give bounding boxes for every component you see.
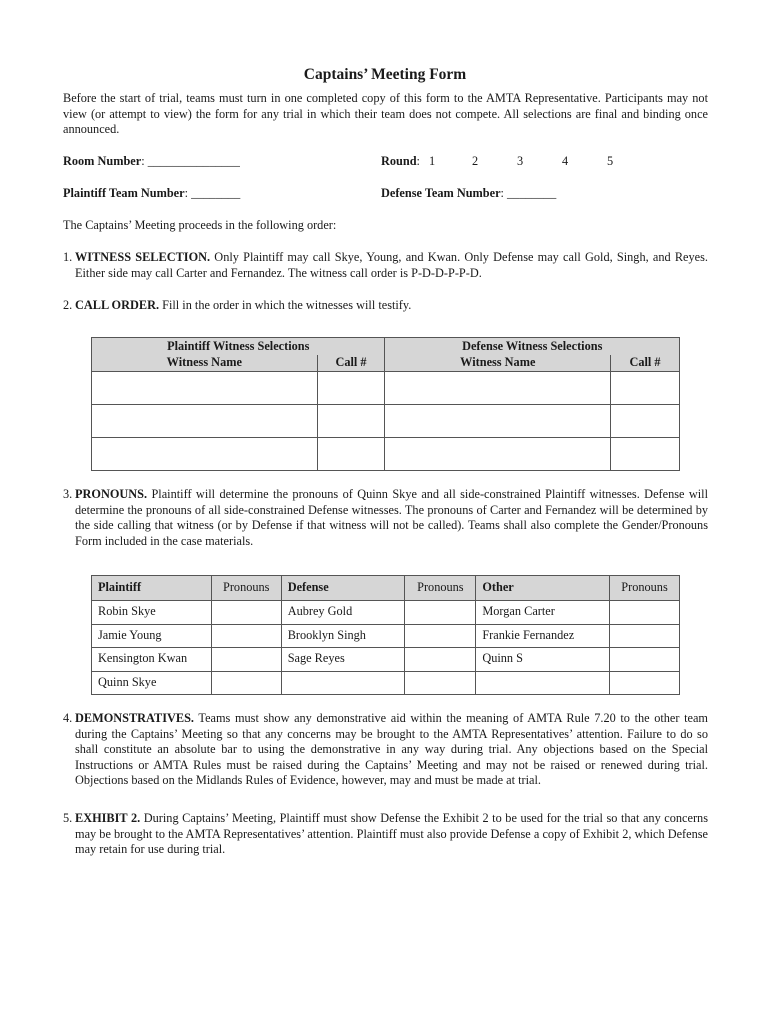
section-witness-selection — [63, 250, 708, 281]
section-text: Plaintiff will determine the pronouns of Quinn Skye and all side-constrained Plaintiff witnesses. Defense will determine the pronouns of all side-constrained Defense witnesses. The pronouns of Carter and Fernandez will be determined by the side calling that witness (or by Defense if that witness will not be called). Teams shall also complete the Gender/Pronouns Form included in the case materials. — [75, 487, 708, 548]
section-text: Teams must show any demonstrative aid within the meaning of AMTA Rule 7.20 to the other team during the Captains’ Meeting so that any concerns may be brought to the AMTA Representatives’ attention. Failure to do so shall constitute an absolute bar to using the demonstrative in any way during trial. Any objections based on the Special Instructions or AMTA Rules must be raised during the Captains’ Meeting and may not be raised or renewed during trial. Objections based on the Midlands Rules of Evidence, however, may and must be made at trial. — [75, 711, 708, 788]
pronouns-column-header: Pronouns — [405, 576, 476, 601]
defense-column-header: Defense — [281, 576, 405, 601]
section-text: During Captains’ Meeting, Plaintiff must show Defense the Exhibit 2 to be used for the trial so that any concerns may be brought to the AMTA Representatives’ attention. Plaintiff must also provide Defense a copy of Exhibit 2, which Defense may retain for use during trial. — [75, 811, 708, 857]
room-number-blank[interactable]: : _______________ — [141, 154, 240, 168]
pronoun-cell[interactable] — [405, 601, 476, 625]
plaintiff-call-cell[interactable] — [317, 405, 385, 438]
witness-name-cell: Aubrey Gold — [281, 601, 405, 625]
section-number: 2. — [63, 298, 73, 312]
table-row — [92, 648, 680, 672]
witness-name-cell: Sage Reyes — [281, 648, 405, 672]
witness-name-cell: Quinn Skye — [92, 671, 212, 695]
pronoun-cell[interactable] — [405, 648, 476, 672]
section-number: 4. — [63, 711, 73, 725]
room-number-field[interactable] — [63, 154, 240, 170]
pronoun-cell[interactable] — [211, 648, 281, 672]
witness-name-cell: Robin Skye — [92, 601, 212, 625]
defense-witness-cell[interactable] — [385, 405, 611, 438]
section-heading: WITNESS SELECTION. — [75, 250, 211, 264]
round-field: Round: — [381, 154, 420, 168]
section-heading: DEMONSTRATIVES. — [75, 711, 195, 725]
witness-name-cell — [476, 671, 610, 695]
section-number: 5. — [63, 811, 73, 825]
plaintiff-witness-cell[interactable] — [92, 372, 318, 405]
pronoun-cell[interactable] — [610, 601, 680, 625]
pronoun-cell[interactable] — [211, 624, 281, 648]
section-number: 3. — [63, 487, 73, 501]
room-number-label: Room Number — [63, 154, 142, 168]
round-label: Round — [381, 154, 417, 168]
witness-name-cell: Frankie Fernandez — [476, 624, 610, 648]
plaintiff-call-cell[interactable] — [317, 372, 385, 405]
plaintiff-witness-cell[interactable] — [92, 438, 318, 471]
defense-call-number-header: Call # — [611, 355, 680, 372]
pronoun-table — [91, 575, 680, 695]
round-option-2[interactable]: 2 — [472, 154, 479, 168]
plaintiff-team-field[interactable] — [63, 186, 240, 202]
call-order-table — [91, 337, 680, 471]
round-option-5[interactable]: 5 — [607, 154, 614, 168]
defense-team-label: Defense Team Number — [381, 186, 501, 200]
order-intro: The Captains’ Meeting proceeds in the following order: — [63, 218, 337, 232]
pronouns-column-header: Pronouns — [211, 576, 281, 601]
section-heading: CALL ORDER. — [75, 298, 160, 312]
defense-team-blank[interactable]: : ________ — [500, 186, 557, 200]
pronoun-cell[interactable] — [610, 648, 680, 672]
section-demonstratives — [63, 711, 708, 789]
table-row — [92, 624, 680, 648]
round-option-4[interactable]: 4 — [562, 154, 569, 168]
witness-name-cell — [281, 671, 405, 695]
pronoun-cell[interactable] — [405, 671, 476, 695]
section-number: 1. — [63, 250, 73, 264]
plaintiff-witness-name-header: Witness Name — [92, 355, 318, 372]
witness-name-cell: Jamie Young — [92, 624, 212, 648]
defense-team-field[interactable] — [381, 186, 556, 202]
pronoun-cell[interactable] — [610, 671, 680, 695]
intro-paragraph: Before the start of trial, teams must turn in one completed copy of this form to the AMTA Representative. Participants may not view (or attempt to view) the form for any trial in which their team does not compete. All selections are final and binding once announced. — [63, 91, 708, 137]
section-text: Fill in the order in which the witnesses will testify. — [159, 298, 412, 312]
section-pronouns — [63, 487, 708, 549]
witness-name-cell: Kensington Kwan — [92, 648, 212, 672]
section-heading: PRONOUNS. — [75, 487, 148, 501]
round-option-1[interactable]: 1 — [429, 154, 436, 168]
defense-call-cell[interactable] — [611, 405, 680, 438]
pronoun-cell[interactable] — [610, 624, 680, 648]
round-option-3[interactable]: 3 — [517, 154, 524, 168]
defense-witness-name-header: Witness Name — [385, 355, 611, 372]
witness-name-cell: Quinn S — [476, 648, 610, 672]
defense-call-cell[interactable] — [611, 372, 680, 405]
table-row — [92, 601, 680, 625]
witness-name-cell: Brooklyn Singh — [281, 624, 405, 648]
other-column-header: Other — [476, 576, 610, 601]
defense-witness-cell[interactable] — [385, 372, 611, 405]
pronoun-cell[interactable] — [211, 601, 281, 625]
pronoun-table-header — [92, 576, 680, 601]
pronoun-cell[interactable] — [211, 671, 281, 695]
section-text: Only Plaintiff may call Skye, Young, and Kwan. Only Defense may call Gold, Singh, and Reyes. Either side may call Carter and Fernandez. The witness call order is P-D-D-P-P-D. — [75, 250, 708, 280]
defense-call-cell[interactable] — [611, 438, 680, 471]
call-order-row — [92, 372, 680, 405]
defense-selections-header: Defense Witness Selections — [385, 338, 680, 355]
pronoun-cell[interactable] — [405, 624, 476, 648]
form-title: Captains’ Meeting Form — [303, 66, 467, 83]
section-exhibit-2 — [63, 811, 708, 858]
plaintiff-column-header: Plaintiff — [92, 576, 212, 601]
section-heading: EXHIBIT 2. — [75, 811, 141, 825]
plaintiff-team-blank[interactable]: : ________ — [184, 186, 241, 200]
plaintiff-call-cell[interactable] — [317, 438, 385, 471]
plaintiff-witness-cell[interactable] — [92, 405, 318, 438]
section-call-order — [63, 298, 708, 314]
plaintiff-selections-header: Plaintiff Witness Selections — [92, 338, 385, 355]
plaintiff-call-number-header: Call # — [317, 355, 385, 372]
pronouns-column-header: Pronouns — [610, 576, 680, 601]
table-row — [92, 671, 680, 695]
plaintiff-team-label: Plaintiff Team Number — [63, 186, 185, 200]
defense-witness-cell[interactable] — [385, 438, 611, 471]
witness-name-cell: Morgan Carter — [476, 601, 610, 625]
call-order-row — [92, 438, 680, 471]
call-order-row — [92, 405, 680, 438]
